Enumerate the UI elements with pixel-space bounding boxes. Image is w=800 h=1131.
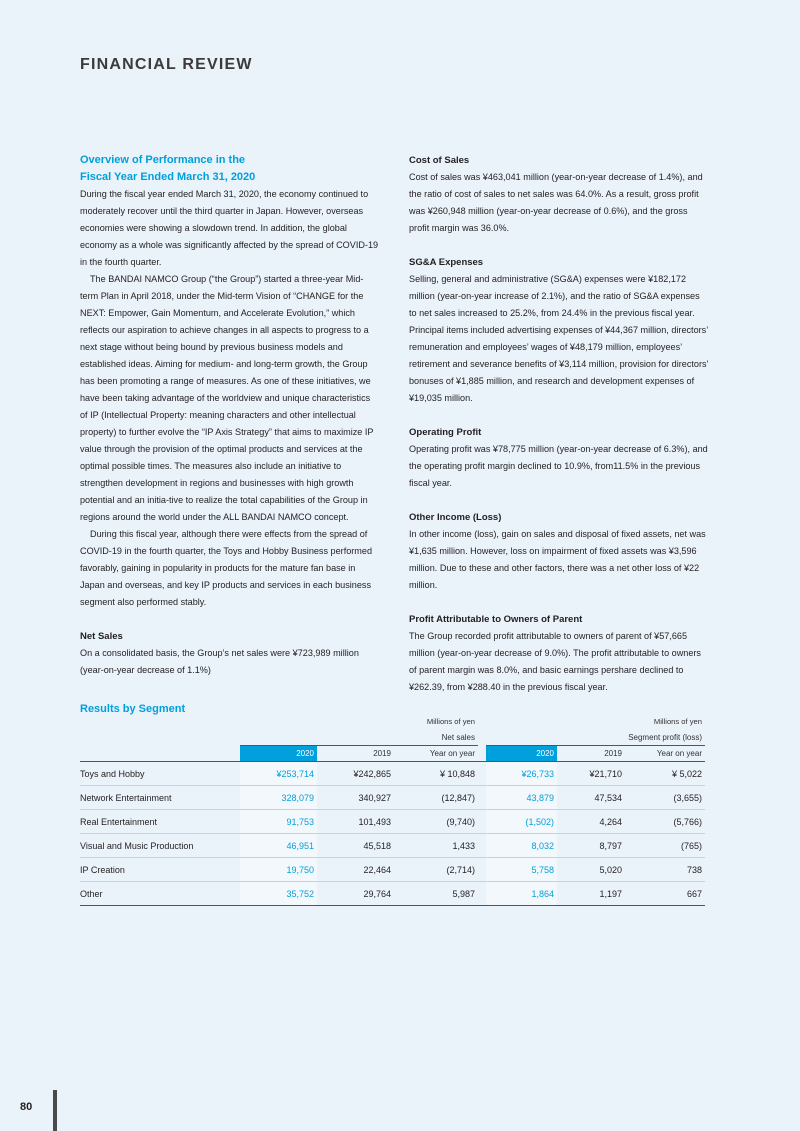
table-row [80, 786, 705, 810]
cell-profit-2019: 5,020 [557, 858, 625, 882]
col-header-2020-sales: 2020 [240, 746, 317, 762]
cost-of-sales-text: Cost of sales was ¥463,041 million (year-on-year decrease of 1.4%), and the ratio of cost of sales to net sales was 64.0%. As a result, gross profit was ¥260,948 million (year-on-year decrease of 0.6%), and the gross profit margin was 36.0%. [409, 172, 703, 233]
profit-attributable-text: The Group recorded profit attributable to owners of parent of ¥57,665 million (year-on-year decrease of 9.0%). The profit attributable to owners of parent margin was 8.0%, and basic earnings pershare declined to ¥262.39, from ¥288.40 in the previous fiscal year. [409, 631, 701, 692]
cell-sales-2019: 101,493 [317, 810, 394, 834]
cell-sales-2020: 91,753 [240, 810, 317, 834]
cell-profit-yoy: (765) [625, 834, 705, 858]
page-bar-divider [53, 1090, 57, 1131]
segment-name: Network Entertainment [80, 786, 240, 810]
cell-sales-2019: 22,464 [317, 858, 394, 882]
cell-sales-2020: 46,951 [240, 834, 317, 858]
cell-profit-yoy: 738 [625, 858, 705, 882]
cell-profit-2020: 1,864 [486, 882, 557, 906]
cell-profit-yoy: (3,655) [625, 786, 705, 810]
metric-segment-profit: Segment profit (loss) [486, 729, 705, 746]
col-header-2020-profit: 2020 [486, 746, 557, 762]
cell-profit-2020: (1,502) [486, 810, 557, 834]
col-header-2019-profit: 2019 [557, 746, 625, 762]
cell-sales-2020: ¥253,714 [240, 762, 317, 786]
cell-profit-2019: 4,264 [557, 810, 625, 834]
overview-heading-line1: Overview of Performance in the [80, 154, 246, 166]
table-row [80, 882, 705, 906]
other-income-text: In other income (loss), gain on sales and disposal of fixed assets, net was ¥1,635 million. However, loss on impairment of fixed assets was ¥3,596 million. Due to these and other factors, there was a net other loss of ¥22 million. [409, 529, 706, 590]
sga-heading: SG&A Expenses [409, 257, 484, 268]
segment-table [80, 713, 705, 906]
overview-heading-line2: Fiscal Year Ended March 31, 2020 [80, 171, 256, 183]
other-income-heading: Other Income (Loss) [409, 512, 502, 523]
col-header-yoy-profit: Year on year [625, 746, 705, 762]
segment-name: Visual and Music Production [80, 834, 240, 858]
unit-label-segment-profit: Millions of yen [653, 716, 702, 726]
cell-sales-yoy: (9,740) [394, 810, 478, 834]
cell-profit-2019: 47,534 [557, 786, 625, 810]
cell-sales-yoy: 5,987 [394, 882, 478, 906]
metric-net-sales: Net sales [240, 729, 478, 746]
overview-paragraph-1: During the fiscal year ended March 31, 2020, the economy continued to moderately recover until the third quarter in Japan. However, overseas economies were showing a slowdown trend. In addition, the global economy as a whole was significantly affected by the spread of COVID-19 in the fourth quarter. [80, 189, 379, 267]
overview-paragraph-3: During this fiscal year, although there were effects from the spread of COVID-19 in the fourth quarter, the Toys and Hobby Business performed favorably, gaining in popularity in products for the mature fan base in Japan and overseas, and key IP products and services in each business segment also performed stably. [80, 529, 372, 607]
net-sales-text: On a consolidated basis, the Group’s net sales were ¥723,989 million (year-on-year decrease of 1.1%) [80, 648, 359, 675]
cell-sales-2019: 340,927 [317, 786, 394, 810]
cell-sales-2020: 35,752 [240, 882, 317, 906]
right-column [409, 152, 709, 696]
table-row [80, 858, 705, 882]
net-sales-heading: Net Sales [80, 631, 123, 642]
cell-profit-yoy: (5,766) [625, 810, 705, 834]
col-header-yoy-sales: Year on year [394, 746, 478, 762]
cell-sales-yoy: (12,847) [394, 786, 478, 810]
cell-profit-2019: ¥21,710 [557, 762, 625, 786]
cell-profit-2020: 43,879 [486, 786, 557, 810]
segment-name: Other [80, 882, 240, 906]
cell-profit-2020: ¥26,733 [486, 762, 557, 786]
profit-attributable-heading: Profit Attributable to Owners of Parent [409, 614, 583, 625]
table-row [80, 810, 705, 834]
left-column [80, 152, 380, 679]
cell-sales-2020: 19,750 [240, 858, 317, 882]
cell-sales-yoy: 1,433 [394, 834, 478, 858]
operating-profit-heading: Operating Profit [409, 427, 482, 438]
page-number: 80 [20, 1101, 33, 1113]
cell-sales-yoy: (2,714) [394, 858, 478, 882]
cell-profit-2019: 1,197 [557, 882, 625, 906]
cell-profit-yoy: ¥ 5,022 [625, 762, 705, 786]
segment-table-title: Results by Segment [80, 703, 186, 715]
cost-of-sales-heading: Cost of Sales [409, 155, 470, 166]
sga-text: Selling, general and administrative (SG&A) expenses were ¥182,172 million (year-on-year increase of 2.1%), and the ratio of SG&A expenses to net sales increased to 25.2%, from 24.4% in the previous fiscal year. Principal items included advertising expenses of ¥44,367 million, directors’ remuneration and employees’ wages of ¥48,179 million, employees’ retirement and severance benefits of ¥3,114 million, provision for directors’ bonuses of ¥1,885 million, and research and development expenses of ¥19,035 million. [409, 274, 709, 403]
table-row [80, 762, 705, 786]
page-title: FINANCIAL REVIEW [80, 56, 253, 73]
table-row [80, 834, 705, 858]
cell-sales-2020: 328,079 [240, 786, 317, 810]
cell-sales-2019: 45,518 [317, 834, 394, 858]
overview-paragraph-2: The BANDAI NAMCO Group (“the Group”) started a three-year Mid-term Plan in April 2018, under the Mid-term Vision of “CHANGE for the NEXT: Empower, Gain Momentum, and Accelerate Evolution,” which reflects our aspiration to achieve changes in all aspects to progress to a next stage without being bound by previous business models and established ideas. Aiming for medium- and long-term growth, the Group has been promoting a range of measures. As one of these initiatives, we have been taking advantage of the worldview and unique characteristics of IP (Intellectual Property: meaning characters and other intellectual property) to further evolve the “IP Axis Strategy” that aims to maximize IP value through the provision of the optimal products and services at the optimal possible times. The measures also include an initiative to strengthen development in regions and businesses with high growth potential and an initia-tive to realize the total capabilities of the Group in regions around the world under the ALL BANDAI NAMCO concept. [80, 274, 374, 522]
segment-name: Real Entertainment [80, 810, 240, 834]
operating-profit-text: Operating profit was ¥78,775 million (year-on-year decrease of 6.3%), and the operating profit margin declined to 10.9%, from11.5% in the previous fiscal year. [409, 444, 708, 488]
cell-sales-yoy: ¥ 10,848 [394, 762, 478, 786]
cell-profit-yoy: 667 [625, 882, 705, 906]
cell-sales-2019: ¥242,865 [317, 762, 394, 786]
cell-profit-2020: 5,758 [486, 858, 557, 882]
segment-name: IP Creation [80, 858, 240, 882]
segment-name: Toys and Hobby [80, 762, 240, 786]
cell-profit-2020: 8,032 [486, 834, 557, 858]
cell-sales-2019: 29,764 [317, 882, 394, 906]
col-header-2019-sales: 2019 [317, 746, 394, 762]
unit-label-net-sales: Millions of yen [426, 716, 475, 726]
cell-profit-2019: 8,797 [557, 834, 625, 858]
